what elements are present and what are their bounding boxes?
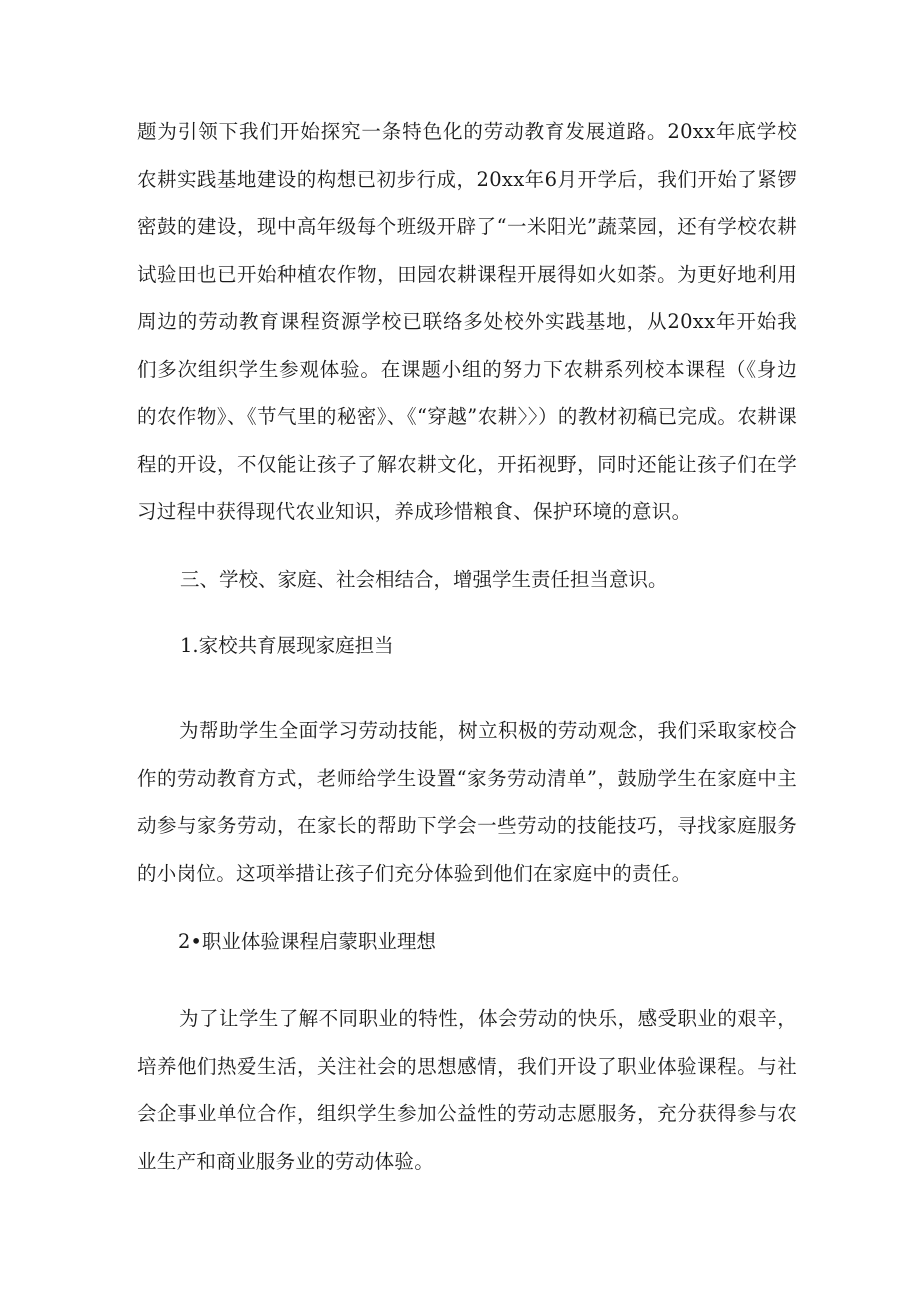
body-paragraph-household-labor: 为帮助学生全面学习劳动技能，树立积极的劳动观念，我们采取家校合作的劳动教育方式，老师给学生设置“家务劳动清单”，鼓励学生在家庭中主动参与家务劳动，在家长的帮助下学会一些劳动的技能技巧，寻找家庭服务的小岗位。这项举措让孩子们充分体验到他们在家庭中的责任。: [137, 719, 797, 885]
body-paragraph-career-course: 为了让学生了解不同职业的特性，体会劳动的快乐，感受职业的艰辛，培养他们热爱生活，关注社会的思想感情，我们开设了职业体验课程。与社会企事业单位合作，组织学生参加公益性的劳动志愿服务，充分获得参与农业生产和商业服务业的劳动体验。: [137, 1007, 797, 1173]
subsection-heading-career-experience: 2•职业体验课程启蒙职业理想: [178, 930, 436, 953]
body-paragraph-farming-course: 题为引领下我们开始探究一条特色化的劳动教育发展道路。20xx年底学校农耕实践基地建设的构想已初步行成，20xx年6月开学后，我们开始了紧锣密鼓的建设，现中高年级每个班级开辟了“一米阳光”蔬菜园，还有学校农耕试验田也已开始种植农作物，田园农耕课程开展得如火如荼。为更好地利用周边的劳动教育课程资源学校已联络多处校外实践基地，从20xx年开始我们多次组织学生参观体验。在课题小组的努力下农耕系列校本课程（《身边的农作物》、《节气里的秘密》、《“穿越”农耕〉〉）的教材初稿已完成。农耕课程的开设，不仅能让孩子了解农耕文化，开拓视野，同时还能让孩子们在学习过程中获得现代农业知识，养成珍惜粮食、保护环境的意识。: [137, 120, 797, 523]
section-heading-school-family-society: 三、学校、家庭、社会相结合，增强学生责任担当意识。: [180, 568, 668, 591]
subsection-heading-home-school: 1.家校共育展现家庭担当: [180, 634, 394, 657]
